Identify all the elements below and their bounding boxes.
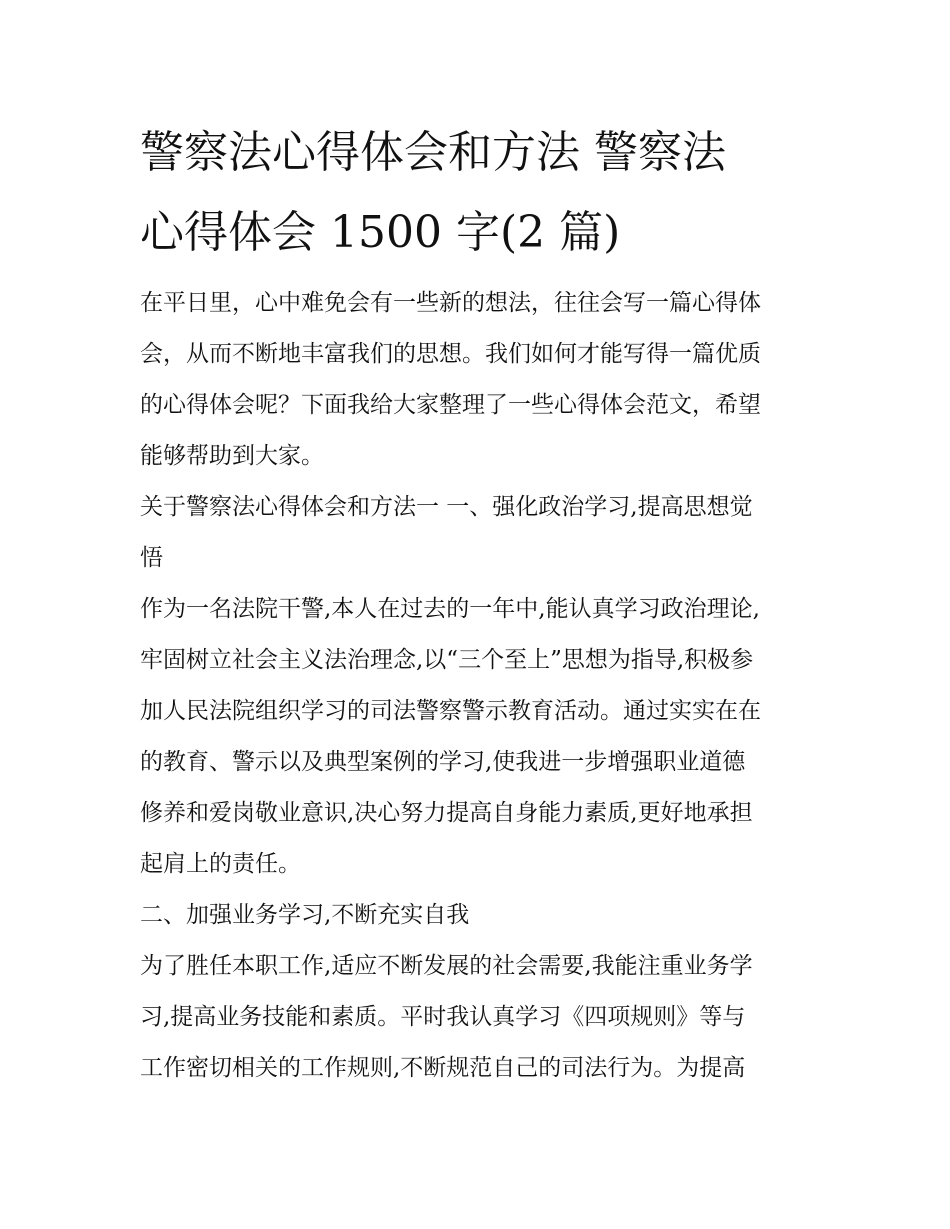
section-heading-line: 悟 — [140, 545, 163, 571]
body-line: 习,提高业务技能和素质。平时我认真学习《四项规则》等与 — [140, 1004, 746, 1030]
document-title: 警察法心得体会和方法 警察法 心得体会 1500 字(2 篇) — [140, 127, 726, 258]
document-body — [140, 278, 815, 1094]
body-line: 牢固树立社会主义法治理念,以“三个至上”思想为指导,积极参 — [140, 647, 754, 673]
section-heading-line: 关于警察法心得体会和方法一 一、强化政治学习,提高思想觉 — [140, 494, 753, 520]
body-line: 的心得体会呢？下面我给大家整理了一些心得体会范文，希望 — [140, 392, 761, 418]
body-line: 能够帮助到大家。 — [140, 443, 324, 469]
body-line: 起肩上的责任。 — [140, 851, 301, 877]
body-line: 在平日里，心中难免会有一些新的想法，往往会写一篇心得体 — [140, 290, 761, 316]
section-heading-line: 二、加强业务学习,不断充实自我 — [140, 902, 470, 928]
body-line: 的教育、警示以及典型案例的学习,使我进一步增强职业道德 — [140, 749, 746, 775]
body-line: 加人民法院组织学习的司法警察警示教育活动。通过实实在在 — [140, 698, 761, 724]
body-line: 会，从而不断地丰富我们的思想。我们如何才能写得一篇优质 — [140, 341, 761, 367]
body-line: 工作密切相关的工作规则,不断规范自己的司法行为。为提高 — [140, 1055, 746, 1081]
body-line: 修养和爱岗敬业意识,决心努力提高自身能力素质,更好地承担 — [140, 800, 753, 826]
body-line: 为了胜任本职工作,适应不断发展的社会需要,我能注重业务学 — [140, 953, 753, 979]
body-line: 作为一名法院干警,本人在过去的一年中,能认真学习政治理论, — [140, 596, 760, 622]
